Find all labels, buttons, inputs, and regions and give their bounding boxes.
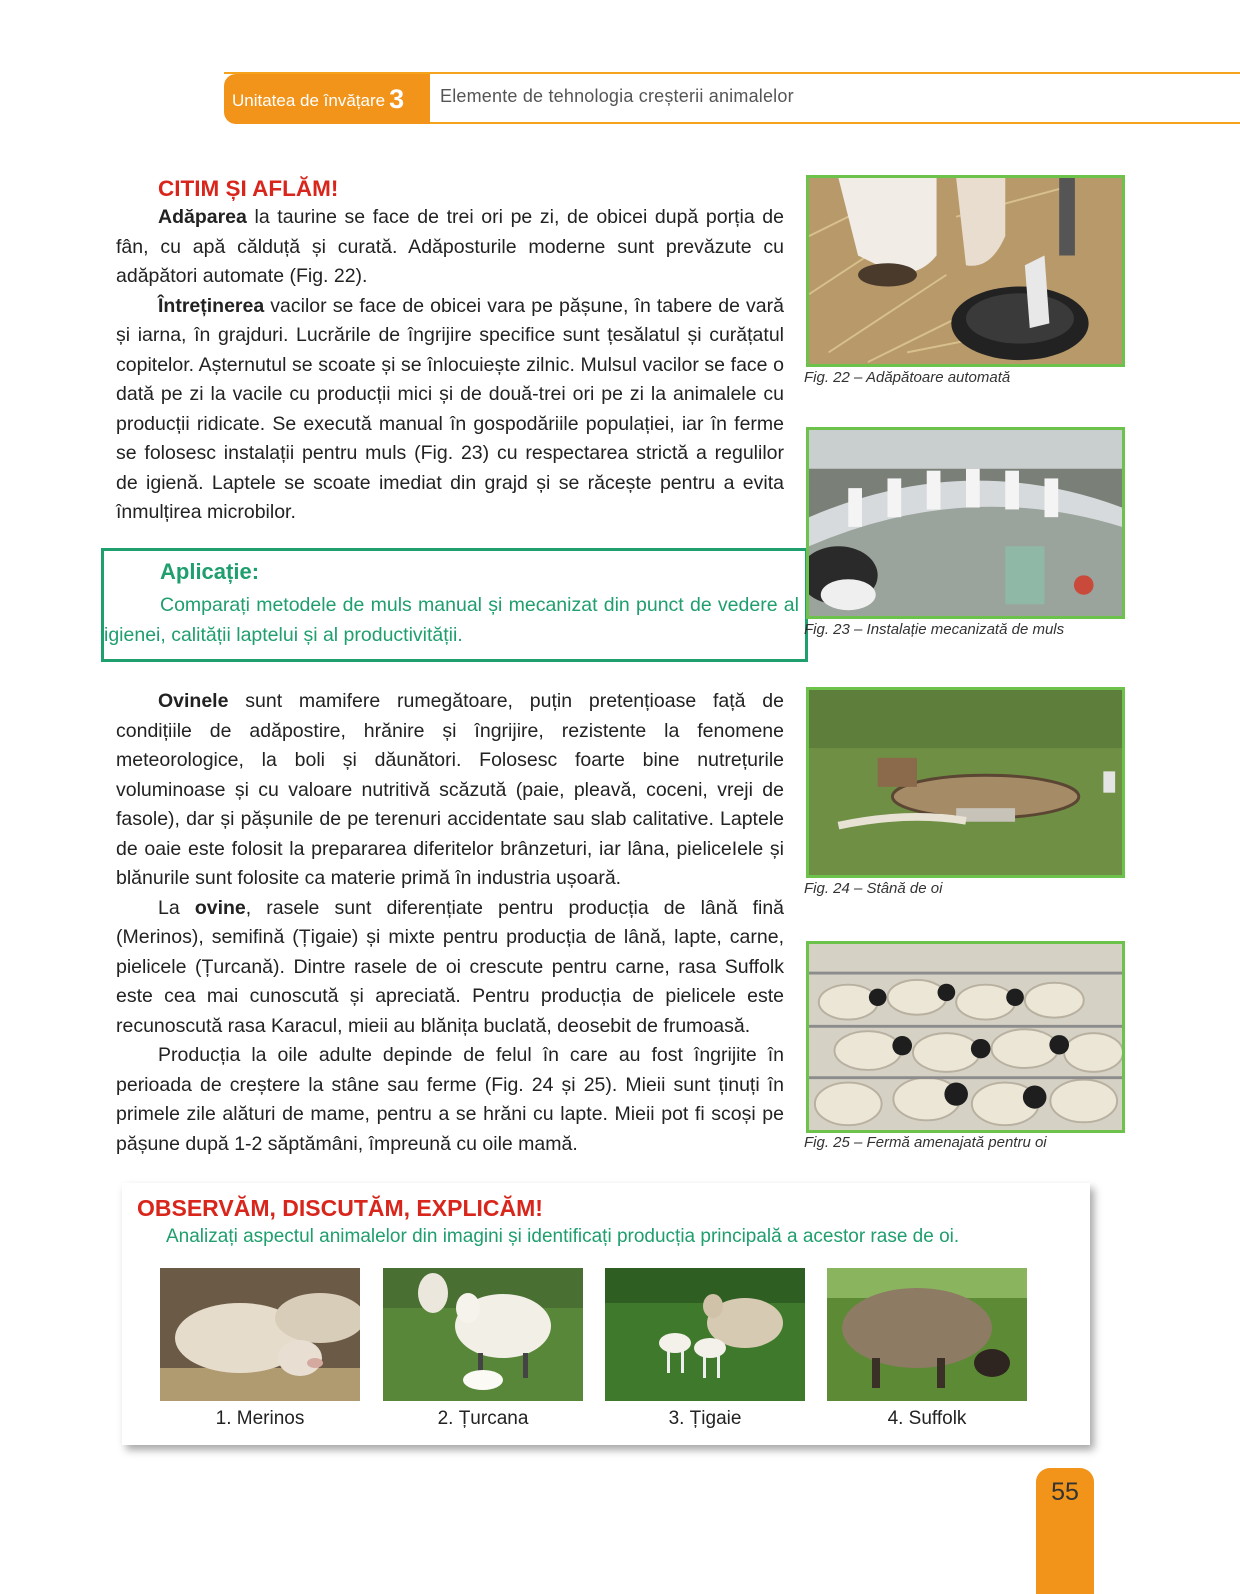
paragraph-breeds: [116, 894, 784, 1042]
application-paragraph: Comparați metodele de muls manual și mecanizat din punct de vedere al igienei, calității laptelui și al productivității.: [104, 594, 799, 646]
observe-instruction: Analizați aspectul animalelor din imagini și identificați producția principală a acestor rase de oi.: [166, 1226, 960, 1247]
paragraph-production: Producția la oile adulte depinde de felul în care au fost îngrijite în perioada de creștere la stâne sau ferme (Fig. 24 și 25). Mieii sunt ținuți în primele zile alături de mame, pentru a se hrăni cu lapte. Mieii pot fi scoși pe pășune după 1-2 săptămâni, împreună cu oile mamă.: [116, 1044, 784, 1155]
paragraph-sheep: [116, 687, 784, 894]
fig23-photo: [806, 427, 1125, 619]
fig23-caption: Fig. 23 – Instalație mecanizată de muls: [804, 621, 1065, 638]
observe-title: OBSERVĂM, DISCUTĂM, EXPLICĂM!: [137, 1195, 543, 1221]
breed-photo-suffolk: [827, 1268, 1027, 1401]
application-title: Aplicație:: [160, 559, 260, 584]
breed-label-merinos: 1. Merinos: [215, 1408, 305, 1429]
unit-number: 3: [389, 84, 405, 114]
unit-label: Unitatea de învățare: [232, 91, 386, 110]
term-maintenance: Întreținerea: [158, 294, 265, 317]
paragraph-text: sunt mamifere rumegătoare, puțin pretențioase față de condițiile de adăpostire, hrănire și îngrijire, rezistente la fenomene meteorologice, la boli și dăunători. Folosesc foarte bine nutrețurile voluminoase și cu valoare nutritivă scăzută (paie, pleavă, coceni, vreji de fasole), dar și pășunile de pe terenuri accidentate sau slab calitative. Laptele de oaie este folosit la prepararea diferitelor brânzeturi, iar lâna, pieliceIele și blănurile sunt folosite ca materie primă în industria ușoară.: [116, 690, 784, 889]
fig25-caption: Fig. 25 – Fermă amenajată pentru oi: [804, 1134, 1047, 1151]
breed-photo-tigaie: [605, 1268, 805, 1401]
fig24-caption: Fig. 24 – Stână de oi: [804, 880, 943, 897]
application-text: [104, 591, 799, 650]
paragraph-text: La: [158, 896, 195, 919]
fig25-photo: [806, 941, 1125, 1133]
fig22-caption: Fig. 22 – Adăpătoare automată: [804, 369, 1011, 386]
breed-label-suffolk: 4. Suffolk: [887, 1408, 967, 1429]
chapter-title: Elemente de tehnologia creșterii animalelor: [440, 86, 794, 106]
paragraph-maintenance: [116, 292, 784, 528]
section2-text: [116, 687, 784, 1159]
header-rule-bottom: [430, 122, 1240, 124]
breed-label-turcana: 2. Țurcana: [437, 1408, 529, 1429]
fig22-photo: [806, 175, 1125, 367]
fig24-photo: [806, 687, 1125, 878]
term-sheep: Ovinele: [158, 690, 229, 712]
section-title-read: CITIM ȘI AFLĂM!: [158, 176, 339, 201]
unit-tab: [224, 74, 430, 124]
section1-text: [116, 203, 784, 528]
breed-photo-merinos: [160, 1268, 360, 1401]
page-number: 55: [1051, 1478, 1079, 1506]
term-ovine: ovine: [194, 896, 246, 919]
term-watering: Adăparea: [158, 206, 247, 228]
paragraph-text: la taurine se face de trei ori pe zi, de obicei după porția de fân, cu apă călduță și curată. Adăposturile moderne sunt prevăzute cu adăpători automate (Fig. 22).: [116, 206, 784, 287]
breed-label-tigaie: 3. Țigaie: [668, 1408, 742, 1429]
breed-photo-turcana: [383, 1268, 583, 1401]
paragraph-text: , rasele sunt diferențiate pentru producția de lână fină (Merinos), semifină (Țigaie) și mixte pentru producția de lână, lapte, carne, pielicele (Țurcană). Dintre rasele de oi crescute pentru carne, rasa Suffolk este cea mai cunoscută și apreciată. Pentru producția de pielicele este recunoscută rasa Karacul, mieii au blănița buclată, deosebit de frumoasă.: [116, 896, 785, 1037]
paragraph-text: vacilor se face de obicei vara pe pășune, în tabere de vară și iarna, în grajduri. Lucrările de îngrijire specifice sunt țesălatul și curățatul copitelor. Așternutul se scoate și se înlocuiește zilnic. Mulsul vacilor se face o dată pe zi la vacile cu producții mici și de două-trei ori pe zi la animalele cu producții ridicate. Se execută manual în gospodăriile populației, iar în ferme se folosesc instalații pentru muls (Fig. 23) cu respectarea strictă a regulilor de igienă. Laptele se scoate imediat din grajd și se răcește pentru a evita înmulțirea microbilor.: [116, 294, 784, 523]
paragraph-watering: [116, 203, 784, 292]
